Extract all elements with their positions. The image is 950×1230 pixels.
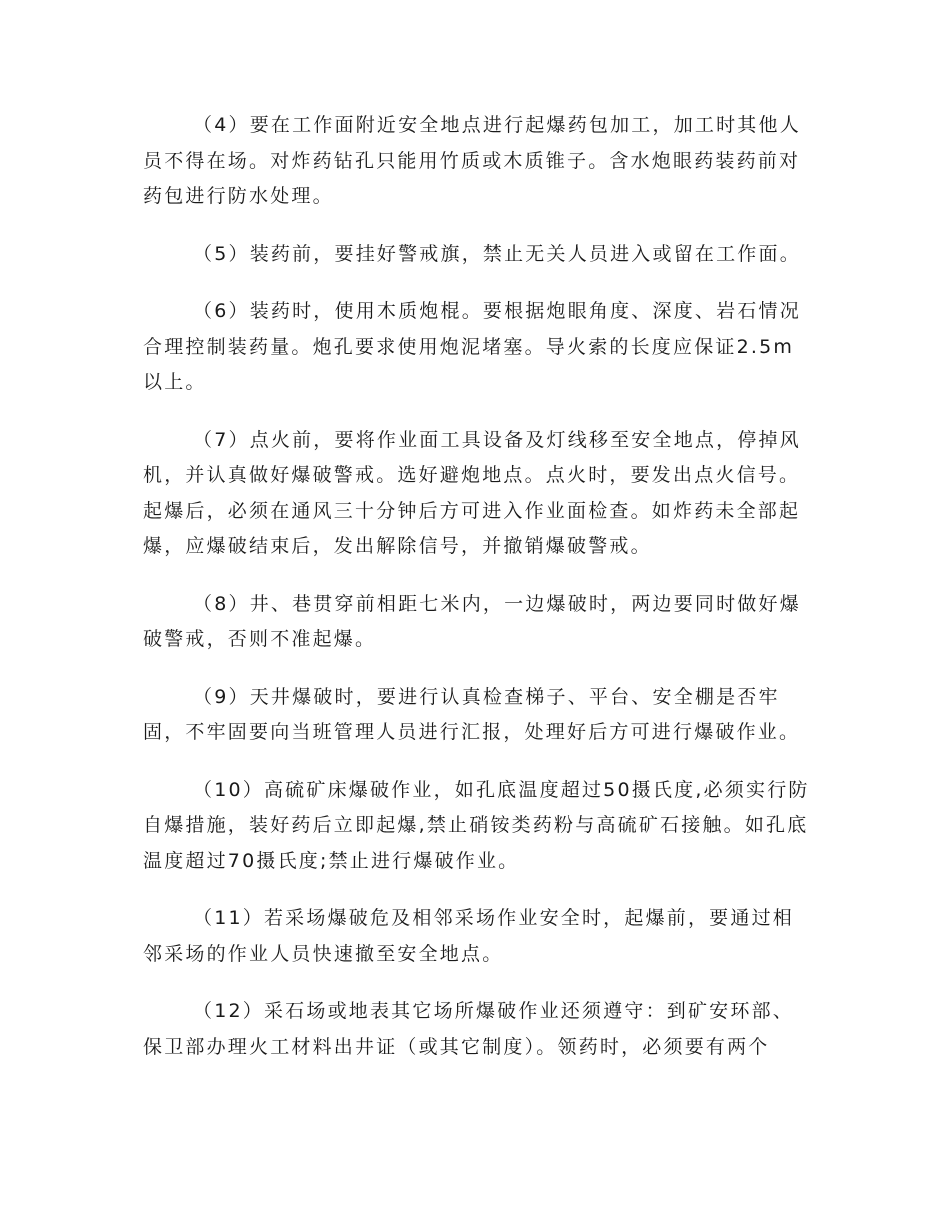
paragraph-12: （12）采石场或地表其它场所爆破作业还须遵守：到矿安环部、保卫部办理火工材料出井证（或其它制度）。领药时，必须要有两个 bbox=[143, 1000, 794, 1058]
paragraph-6: （6）装药时，使用木质炮棍。要根据炮眼角度、深度、岩石情况合理控制装药量。炮孔要求使用炮泥堵塞。导火索的长度应保证2.5m以上。 bbox=[143, 300, 801, 393]
paragraph-11: （11）若采场爆破危及相邻采场作业安全时，起爆前，要通过相邻采场的作业人员快速撤至安全地点。 bbox=[143, 907, 794, 965]
paragraph-7: （7）点火前，要将作业面工具设备及灯线移至安全地点，停掉风机，并认真做好爆破警戒。选好避炮地点。点火时，要发出点火信号。起爆后，必须在通风三十分钟后方可进入作业面检查。如炸药未全部起爆，应爆破结束后，发出解除信号，并撤销爆破警戒。 bbox=[143, 428, 801, 557]
paragraph-10: （10）高硫矿床爆破作业，如孔底温度超过50摄氏度,必须实行防自爆措施，装好药后立即起爆,禁止硝铵类药粉与高硫矿石接触。如孔底温度超过70摄氏度;禁止进行爆破作业。 bbox=[143, 778, 810, 872]
paragraph-4: （4）要在工作面附近安全地点进行起爆药包加工，加工时其他人员不得在场。对炸药钻孔只能用竹质或木质锥子。含水炮眼药装药前对药包进行防水处理。 bbox=[143, 114, 801, 207]
paragraph-9: （9）天井爆破时，要进行认真检查梯子、平台、安全棚是否牢固，不牢固要向当班管理人员进行汇报，处理好后方可进行爆破作业。 bbox=[143, 685, 801, 743]
paragraph-8: （8）井、巷贯穿前相距七米内，一边爆破时，两边要同时做好爆破警戒，否则不准起爆。 bbox=[143, 592, 801, 650]
paragraph-5: （5）装药前，要挂好警戒旗，禁止无关人员进入或留在工作面。 bbox=[193, 242, 801, 265]
document-body bbox=[143, 108, 811, 1087]
